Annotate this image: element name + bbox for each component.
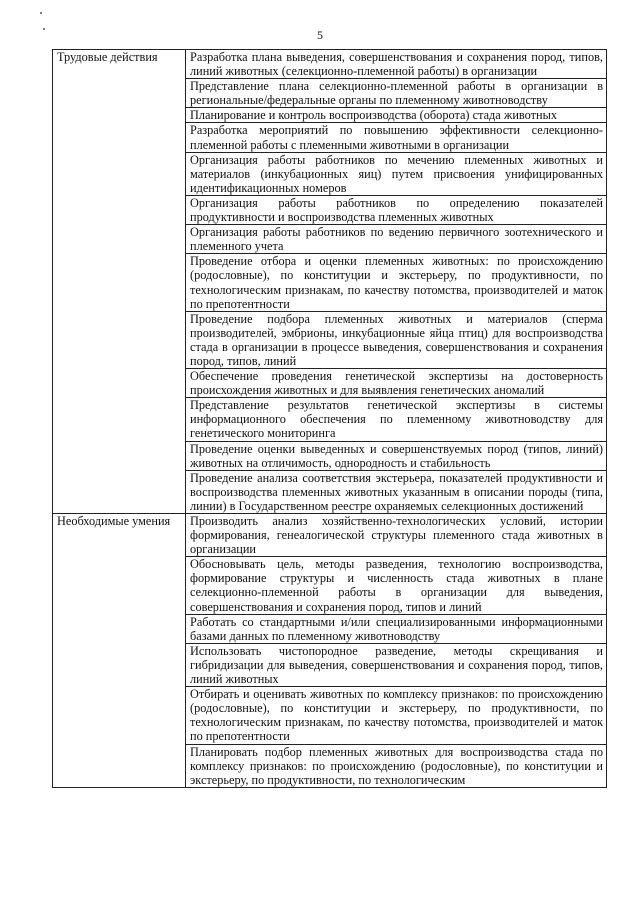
section-item: Организация работы работников по мечению племенных животных и материалов (инкубационных яиц) путем присвоения унифицированных идентификационных номеров (186, 152, 607, 195)
section-item: Организация работы работников по ведению первичного зоотехнического и племенного учета (186, 225, 607, 254)
section-item: Разработка мероприятий по повышению эффективности селекционно-племенной работы с племенными животными в организации (186, 123, 607, 152)
section-item: Проведение подбора племенных животных и материалов (сперма производителей, эмбрионы, инкубационные яйца птиц) для воспроизводства стада в организации в процессе выведения, совершенствования и сохранения пород, типов, линий (186, 311, 607, 368)
section-item: Проведение отбора и оценки племенных животных: по происхождению (родословные), по конституции и экстерьеру, по продуктивности, по технологическим признакам, по качеству потомства, производителей и маток по препотентности (186, 254, 607, 311)
section-item: Планирование и контроль воспроизводства (оборота) стада животных (186, 108, 607, 123)
section-item: Представление плана селекционно-племенной работы в организации в региональные/федеральные органы по племенному животноводству (186, 79, 607, 108)
section-label: Необходимые умения (53, 514, 186, 788)
section-item: Использовать чистопородное разведение, методы скрещивания и гибридизации для выведения, совершенствования и сохранения пород, типов, линий животных (186, 643, 607, 686)
competency-table-body (53, 50, 607, 788)
section-item: Отбирать и оценивать животных по комплексу признаков: по происхождению (родословные), по конституции и экстерьеру, по продуктивности, по технологическим признакам, по качеству потомства, производителей и маток по препотентности (186, 687, 607, 744)
table-row (53, 514, 607, 557)
page-number: 5 (317, 28, 323, 42)
section-item: Разработка плана выведения, совершенствования и сохранения пород, типов, линий животных (селекционно-племенной работы) в организации (186, 50, 607, 79)
section-item: Производить анализ хозяйственно-технологических условий, истории формирования, генеалогической структуры племенного стада животных в организации (186, 514, 607, 557)
competency-table (52, 49, 607, 788)
section-item: Планировать подбор племенных животных для воспроизводства стада по комплексу признаков: по происхождению (родословные), по конституции и экстерьеру, по продуктивности, по технологическим (186, 744, 607, 787)
section-item: Проведение оценки выведенных и совершенствуемых пород (типов, линий) животных на отличимость, однородность и стабильность (186, 441, 607, 470)
section-item: Работать со стандартными и/или специализированными информационными базами данных по племенному животноводству (186, 614, 607, 643)
section-item: Организация работы работников по определению показателей продуктивности и воспроизводства племенных животных (186, 195, 607, 224)
table-row (53, 50, 607, 79)
section-item: Проведение анализа соответствия экстерьера, показателей продуктивности и воспроизводства племенных животных указанным в описании породы (типа, линии) в Государственном реестре охраняемых селекционных достижений (186, 470, 607, 513)
section-item: Представление результатов генетической экспертизы в системы информационного обеспечения по племенному животноводству для генетического мониторинга (186, 398, 607, 441)
section-item: Обосновывать цель, методы разведения, технологию воспроизводства, формирование структуры и численность стада животных в плане селекционно-племенной работы в организации для выведения, совершенствования и сохранения пород, типов и линий (186, 557, 607, 614)
scan-speck (40, 12, 42, 14)
section-label: Трудовые действия (53, 50, 186, 514)
section-item: Обеспечение проведения генетической экспертизы на достоверность происхождения животных и для выявления генетических аномалий (186, 369, 607, 398)
